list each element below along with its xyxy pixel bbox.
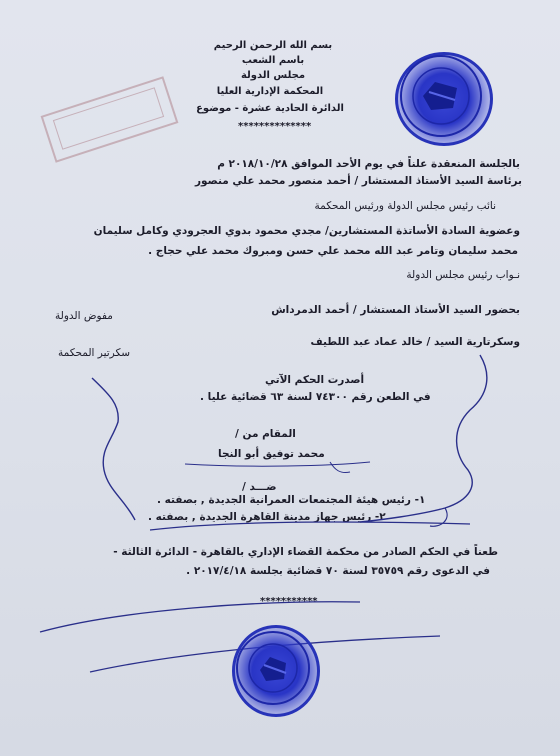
appeal-stars: *********** [260, 596, 318, 607]
filed-by-name: محمد توفيق أبو النجا [218, 448, 325, 460]
defendant-2: ٢- رئيس جهاز مدينة القاهرة الجديدة , بصفته . [148, 511, 386, 523]
appeal-line1: طعناً في الحكم الصادر من محكمة القضاء الإداري بالقاهرة - الدائرة الثالثة - [113, 546, 498, 558]
session-president: برئاسة السيد الأستاذ المستشار / أحمد منصور محمد علي منصور [195, 175, 522, 187]
ruling-heading: أصدرت الحكم الآتي [265, 374, 365, 386]
session-date: بالجلسة المنعقدة علناً في يوم الأحد الموافق ٢٠١٨/١٠/٢٨ م [217, 158, 520, 170]
appeal-number: في الطعن رقم ٧٤٣٠٠ لسنة ٦٣ قضائية عليا . [200, 391, 431, 403]
header-court: المحكمة الإدارية العليا [216, 86, 324, 97]
header-circuit: الدائرة الحادية عشرة - موضوع [196, 103, 344, 114]
commissioner-title: مفوض الدولة [55, 310, 113, 322]
members-line1: وعضوية السادة الأساتذة المستشارين/ مجدي محمود بدوي العجرودي وكامل سليمان [93, 225, 520, 237]
members-title: نـواب رئيس مجلس الدولة [406, 269, 520, 281]
seal-stamp-icon [232, 625, 320, 717]
against-label: ضـــد / [242, 481, 277, 493]
commissioner-line: بحضور السيد الأستاذ المستشار / أحمد الدمرداش [271, 304, 520, 316]
filed-by-label: المقام من / [235, 428, 296, 440]
header-council: مجلس الدولة [240, 70, 306, 81]
secretary-title: سكرتير المحكمة [58, 347, 131, 359]
members-line2: محمد سليمان وتامر عبد الله محمد علي حسن ومبروك محمد علي حجاج . [148, 245, 518, 257]
header-stars: ************** [238, 121, 312, 132]
seal-stamp-icon [395, 52, 493, 146]
header-people: باسم الشعب [241, 55, 305, 66]
appeal-line2: في الدعوى رقم ٣٥٧٥٩ لسنة ٧٠ قضائية بجلسة ٢٠١٧/٤/١٨ . [186, 565, 490, 577]
session-president-title: نائب رئيس مجلس الدولة ورئيس المحكمة [314, 200, 496, 212]
defendant-1: ١- رئيس هيئة المجتمعات العمرانية الجديدة , بصفته . [157, 494, 426, 506]
basmala: بسم الله الرحمن الرحيم [213, 40, 333, 51]
secretary-line: وسكرتارية السيد / خالد عماد عبد اللطيف [310, 336, 520, 348]
